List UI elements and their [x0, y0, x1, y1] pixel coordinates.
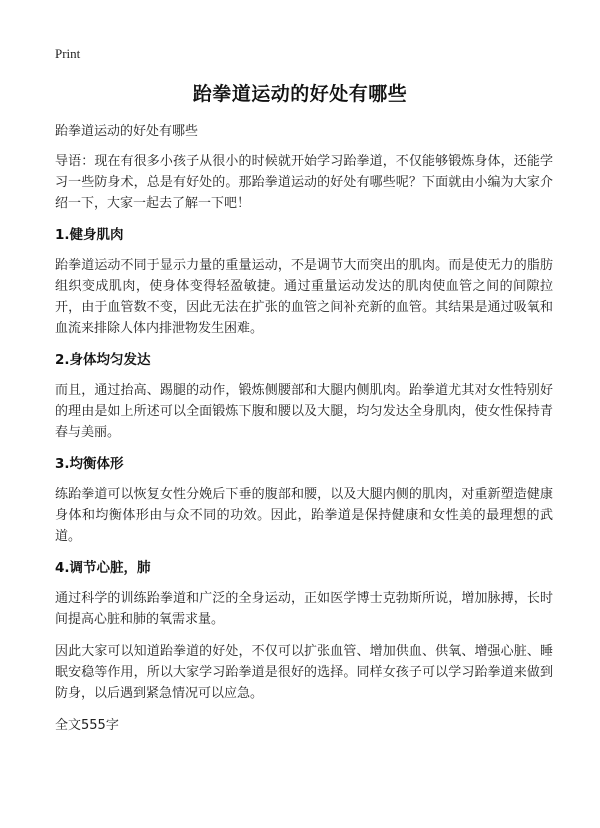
document-title: 跆拳道运动的好处有哪些 [192, 83, 408, 105]
word-count: 全文555字 [55, 718, 119, 733]
section-heading: 3.均衡体形 [55, 456, 124, 472]
section-heading: 4.调节心脏，肺 [55, 560, 151, 576]
section-heading: 2.身体均匀发达 [55, 352, 151, 368]
document-body [55, 151, 553, 747]
section-heading: 1.健身肌肉 [55, 227, 124, 243]
section-paragraph: 练跆拳道可以恢复女性分娩后下垂的腹部和腰，以及大腿内侧的肌肉，对重新塑造健康身体和均衡体形由与众不同的功效。因此，跆拳道是保持健康和女性美的最理想的武道。 [55, 487, 553, 544]
section-paragraph: 因此大家可以知道跆拳道的好处，不仅可以扩张血管、增加供血、供氧、增强心脏、睡眠安稳等作用，所以大家学习跆拳道是很好的选择。同样女孩子可以学习跆拳道来做到防身，以后遇到紧急情况可以应急。 [55, 644, 553, 701]
document-subtitle: 跆拳道运动的好处有哪些 [55, 124, 199, 139]
intro-paragraph: 导语：现在有很多小孩子从很小的时候就开始学习跆拳道，不仅能够锻炼身体，还能学习一些防身术，总是有好处的。那跆拳道运动的好处有哪些呢？下面就由小编为大家介绍一下，大家一起去了解一下吧！ [55, 154, 553, 211]
print-label[interactable]: Print [55, 46, 81, 61]
section-paragraph: 而且，通过抬高、踢腿的动作，锻炼侧腰部和大腿内侧肌肉。跆拳道尤其对女性特别好的理由是如上所述可以全面锻炼下腹和腰以及大腿，均匀发达全身肌肉，使女性保持青春与美丽。 [55, 383, 553, 440]
section-paragraph: 跆拳道运动不同于显示力量的重量运动，不是调节大而突出的肌肉。而是使无力的脂肪组织变成肌肉，使身体变得轻盈敏捷。通过重量运动发达的肌肉使血管之间的间隙拉开，由于血管数不变，因此无法在扩张的血管之间补充新的血管。其结果是通过吸氧和血流来排除人体内排泄物发生困难。 [55, 258, 553, 336]
section-paragraph: 通过科学的训练跆拳道和广泛的全身运动，正如医学博士克勃斯所说，增加脉搏，长时间提高心脏和肺的氧需求量。 [55, 591, 553, 627]
